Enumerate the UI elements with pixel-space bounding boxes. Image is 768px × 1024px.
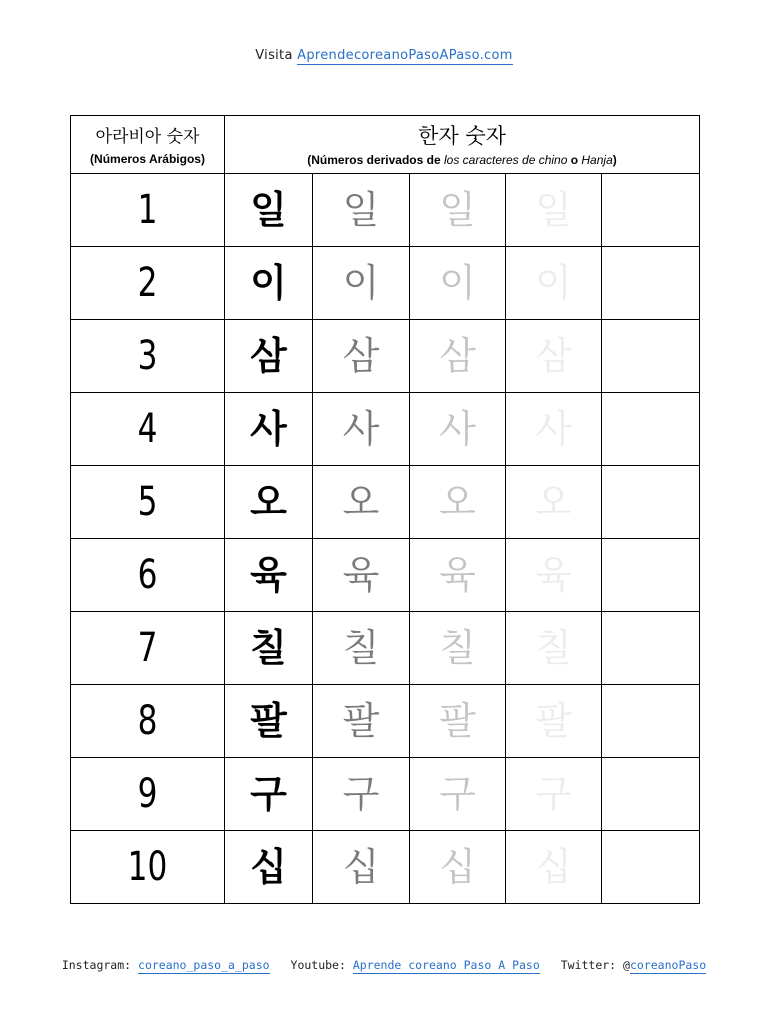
hangul-trace-cell: [506, 539, 602, 612]
hangul-trace-cell: [313, 612, 410, 685]
hangul-trace-cell: [313, 831, 410, 904]
youtube-label: Youtube:: [290, 958, 346, 972]
hangul-trace-char: 오: [342, 480, 380, 524]
hangul-model-char: 십: [250, 845, 287, 889]
hangul-trace-char: 이: [342, 261, 380, 305]
hangul-trace-char: 구: [342, 772, 380, 816]
arabic-number: 10: [127, 844, 168, 890]
table-row: [71, 685, 700, 758]
arabic-number-cell: [71, 466, 225, 539]
hangul-model-char: 육: [250, 553, 287, 597]
arabic-header-cell: [71, 116, 225, 174]
arabic-number-cell: [71, 685, 225, 758]
hangul-trace-cell: [313, 393, 410, 466]
arabic-number-cell: [71, 758, 225, 831]
arabic-number: 5: [137, 479, 158, 525]
arabic-header-title: 아라비아 숫자: [95, 126, 200, 147]
hangul-trace-char: 칠: [439, 626, 476, 670]
arabic-number: 2: [137, 260, 158, 306]
hangul-trace-char: 일: [439, 188, 476, 232]
arabic-number: 7: [137, 625, 158, 671]
hangul-trace-cell: [506, 247, 602, 320]
hangul-trace-char: 팔: [439, 699, 476, 743]
table-row: [71, 247, 700, 320]
hangul-model-cell: [225, 174, 313, 247]
hangul-model-cell: [225, 247, 313, 320]
practice-blank-cell[interactable]: [602, 539, 700, 612]
arabic-number-cell: [71, 539, 225, 612]
hangul-trace-cell: [410, 247, 506, 320]
hangul-trace-char: 육: [535, 553, 572, 597]
hangul-trace-cell: [410, 320, 506, 393]
hanja-header-subtitle: [225, 153, 699, 167]
arabic-number-cell: [71, 320, 225, 393]
hangul-trace-char: 사: [342, 407, 380, 451]
practice-blank-cell[interactable]: [602, 758, 700, 831]
hangul-trace-cell: [506, 612, 602, 685]
arabic-number: 1: [137, 187, 158, 233]
hangul-trace-cell: [410, 831, 506, 904]
table-row: [71, 539, 700, 612]
table-body: [71, 174, 700, 904]
table-header-row: [71, 116, 700, 174]
footer-instagram: [62, 958, 277, 972]
practice-blank-cell[interactable]: [602, 685, 700, 758]
hanja-sub-italic-2: Hanja: [581, 152, 613, 167]
hanja-sub-italic-1: los caracteres de chino: [443, 152, 568, 167]
hangul-trace-char: 오: [535, 480, 572, 524]
arabic-number-cell: [71, 393, 225, 466]
arabic-number-cell: [71, 174, 225, 247]
hangul-model-cell: [225, 612, 313, 685]
hangul-trace-char: 육: [439, 553, 476, 597]
hangul-model-char: 팔: [250, 699, 287, 743]
hangul-trace-char: 일: [535, 188, 572, 232]
hangul-model-char: 칠: [250, 626, 287, 670]
hangul-model-char: 오: [250, 480, 287, 524]
hangul-model-char: 사: [250, 407, 287, 451]
hanja-sub-text-2: o: [567, 152, 582, 167]
hangul-trace-char: 칠: [342, 626, 380, 670]
hangul-model-char: 이: [250, 261, 287, 305]
twitter-at: @: [623, 958, 630, 972]
table-row: [71, 831, 700, 904]
table-row: [71, 466, 700, 539]
hangul-trace-cell: [313, 174, 410, 247]
arabic-number: 9: [137, 771, 158, 817]
hanja-header-title: 한자 숫자: [418, 123, 506, 148]
hanja-sub-text-3: ): [612, 152, 617, 167]
hangul-trace-cell: [410, 539, 506, 612]
hangul-trace-cell: [313, 466, 410, 539]
hangul-trace-cell: [506, 466, 602, 539]
table-row: [71, 758, 700, 831]
arabic-number-cell: [71, 831, 225, 904]
hangul-trace-cell: [506, 831, 602, 904]
arabic-number: 6: [137, 552, 158, 598]
youtube-link[interactable]: Aprende coreano Paso A Paso: [352, 958, 540, 972]
site-header: [0, 48, 768, 63]
instagram-link[interactable]: coreano_paso_a_paso: [138, 958, 270, 972]
practice-blank-cell[interactable]: [602, 247, 700, 320]
hangul-trace-cell: [506, 320, 602, 393]
practice-blank-cell[interactable]: [602, 320, 700, 393]
hangul-trace-cell: [410, 174, 506, 247]
hangul-trace-char: 이: [535, 261, 572, 305]
hangul-trace-cell: [313, 539, 410, 612]
hangul-trace-cell: [410, 685, 506, 758]
arabic-number-cell: [71, 612, 225, 685]
hangul-model-char: 일: [250, 188, 287, 232]
visit-label: Visita: [255, 48, 293, 63]
hangul-trace-char: 사: [439, 407, 476, 451]
twitter-label: Twitter:: [560, 958, 617, 972]
table-row: [71, 174, 700, 247]
hangul-trace-cell: [506, 685, 602, 758]
hangul-trace-cell: [313, 320, 410, 393]
hangul-model-char: 삼: [250, 334, 287, 378]
hangul-model-cell: [225, 320, 313, 393]
hangul-trace-char: 이: [439, 261, 476, 305]
hangul-model-cell: [225, 466, 313, 539]
footer-twitter: [561, 958, 706, 972]
table-row: [71, 393, 700, 466]
hangul-trace-char: 사: [535, 407, 572, 451]
hangul-model-cell: [225, 685, 313, 758]
practice-blank-cell[interactable]: [602, 831, 700, 904]
arabic-number: 3: [137, 333, 158, 379]
hangul-trace-char: 삼: [535, 334, 572, 378]
arabic-number: 8: [137, 698, 158, 744]
twitter-link[interactable]: coreanoPaso: [629, 958, 707, 972]
practice-blank-cell[interactable]: [602, 174, 700, 247]
hanja-header-cell: [225, 116, 700, 174]
hangul-trace-char: 육: [342, 553, 380, 597]
hanja-sub-text-1: (Números derivados de: [307, 152, 444, 167]
arabic-number-cell: [71, 247, 225, 320]
arabic-header-subtitle: (Números Arábigos): [90, 151, 205, 166]
hangul-trace-char: 십: [535, 845, 572, 889]
practice-blank-cell[interactable]: [602, 612, 700, 685]
footer-youtube: [291, 958, 547, 972]
practice-table: [70, 115, 700, 904]
hangul-trace-cell: [506, 758, 602, 831]
hangul-trace-cell: [506, 174, 602, 247]
practice-blank-cell[interactable]: [602, 393, 700, 466]
table-row: [71, 612, 700, 685]
hangul-model-char: 구: [250, 772, 287, 816]
hangul-trace-cell: [410, 758, 506, 831]
hangul-trace-char: 십: [342, 845, 380, 889]
arabic-number: 4: [137, 406, 158, 452]
hangul-trace-char: 칠: [535, 626, 572, 670]
hangul-trace-char: 구: [439, 772, 476, 816]
hangul-model-cell: [225, 539, 313, 612]
hangul-trace-cell: [506, 393, 602, 466]
hangul-model-cell: [225, 831, 313, 904]
practice-blank-cell[interactable]: [602, 466, 700, 539]
table-row: [71, 320, 700, 393]
hangul-model-cell: [225, 393, 313, 466]
hangul-trace-cell: [313, 685, 410, 758]
hangul-trace-char: 팔: [342, 699, 380, 743]
site-url-link[interactable]: AprendecoreanoPasoAPaso.com: [297, 48, 513, 63]
hangul-trace-cell: [313, 758, 410, 831]
hangul-trace-char: 일: [342, 188, 380, 232]
hangul-model-cell: [225, 758, 313, 831]
hangul-trace-char: 삼: [342, 334, 380, 378]
hangul-trace-cell: [410, 393, 506, 466]
hangul-trace-char: 구: [535, 772, 572, 816]
hangul-trace-char: 십: [439, 845, 476, 889]
hangul-trace-cell: [410, 466, 506, 539]
instagram-label: Instagram:: [61, 958, 132, 972]
hangul-trace-char: 팔: [535, 699, 572, 743]
hangul-trace-char: 오: [439, 480, 476, 524]
hangul-trace-char: 삼: [439, 334, 476, 378]
hangul-trace-cell: [313, 247, 410, 320]
hangul-trace-cell: [410, 612, 506, 685]
footer: [0, 958, 768, 972]
